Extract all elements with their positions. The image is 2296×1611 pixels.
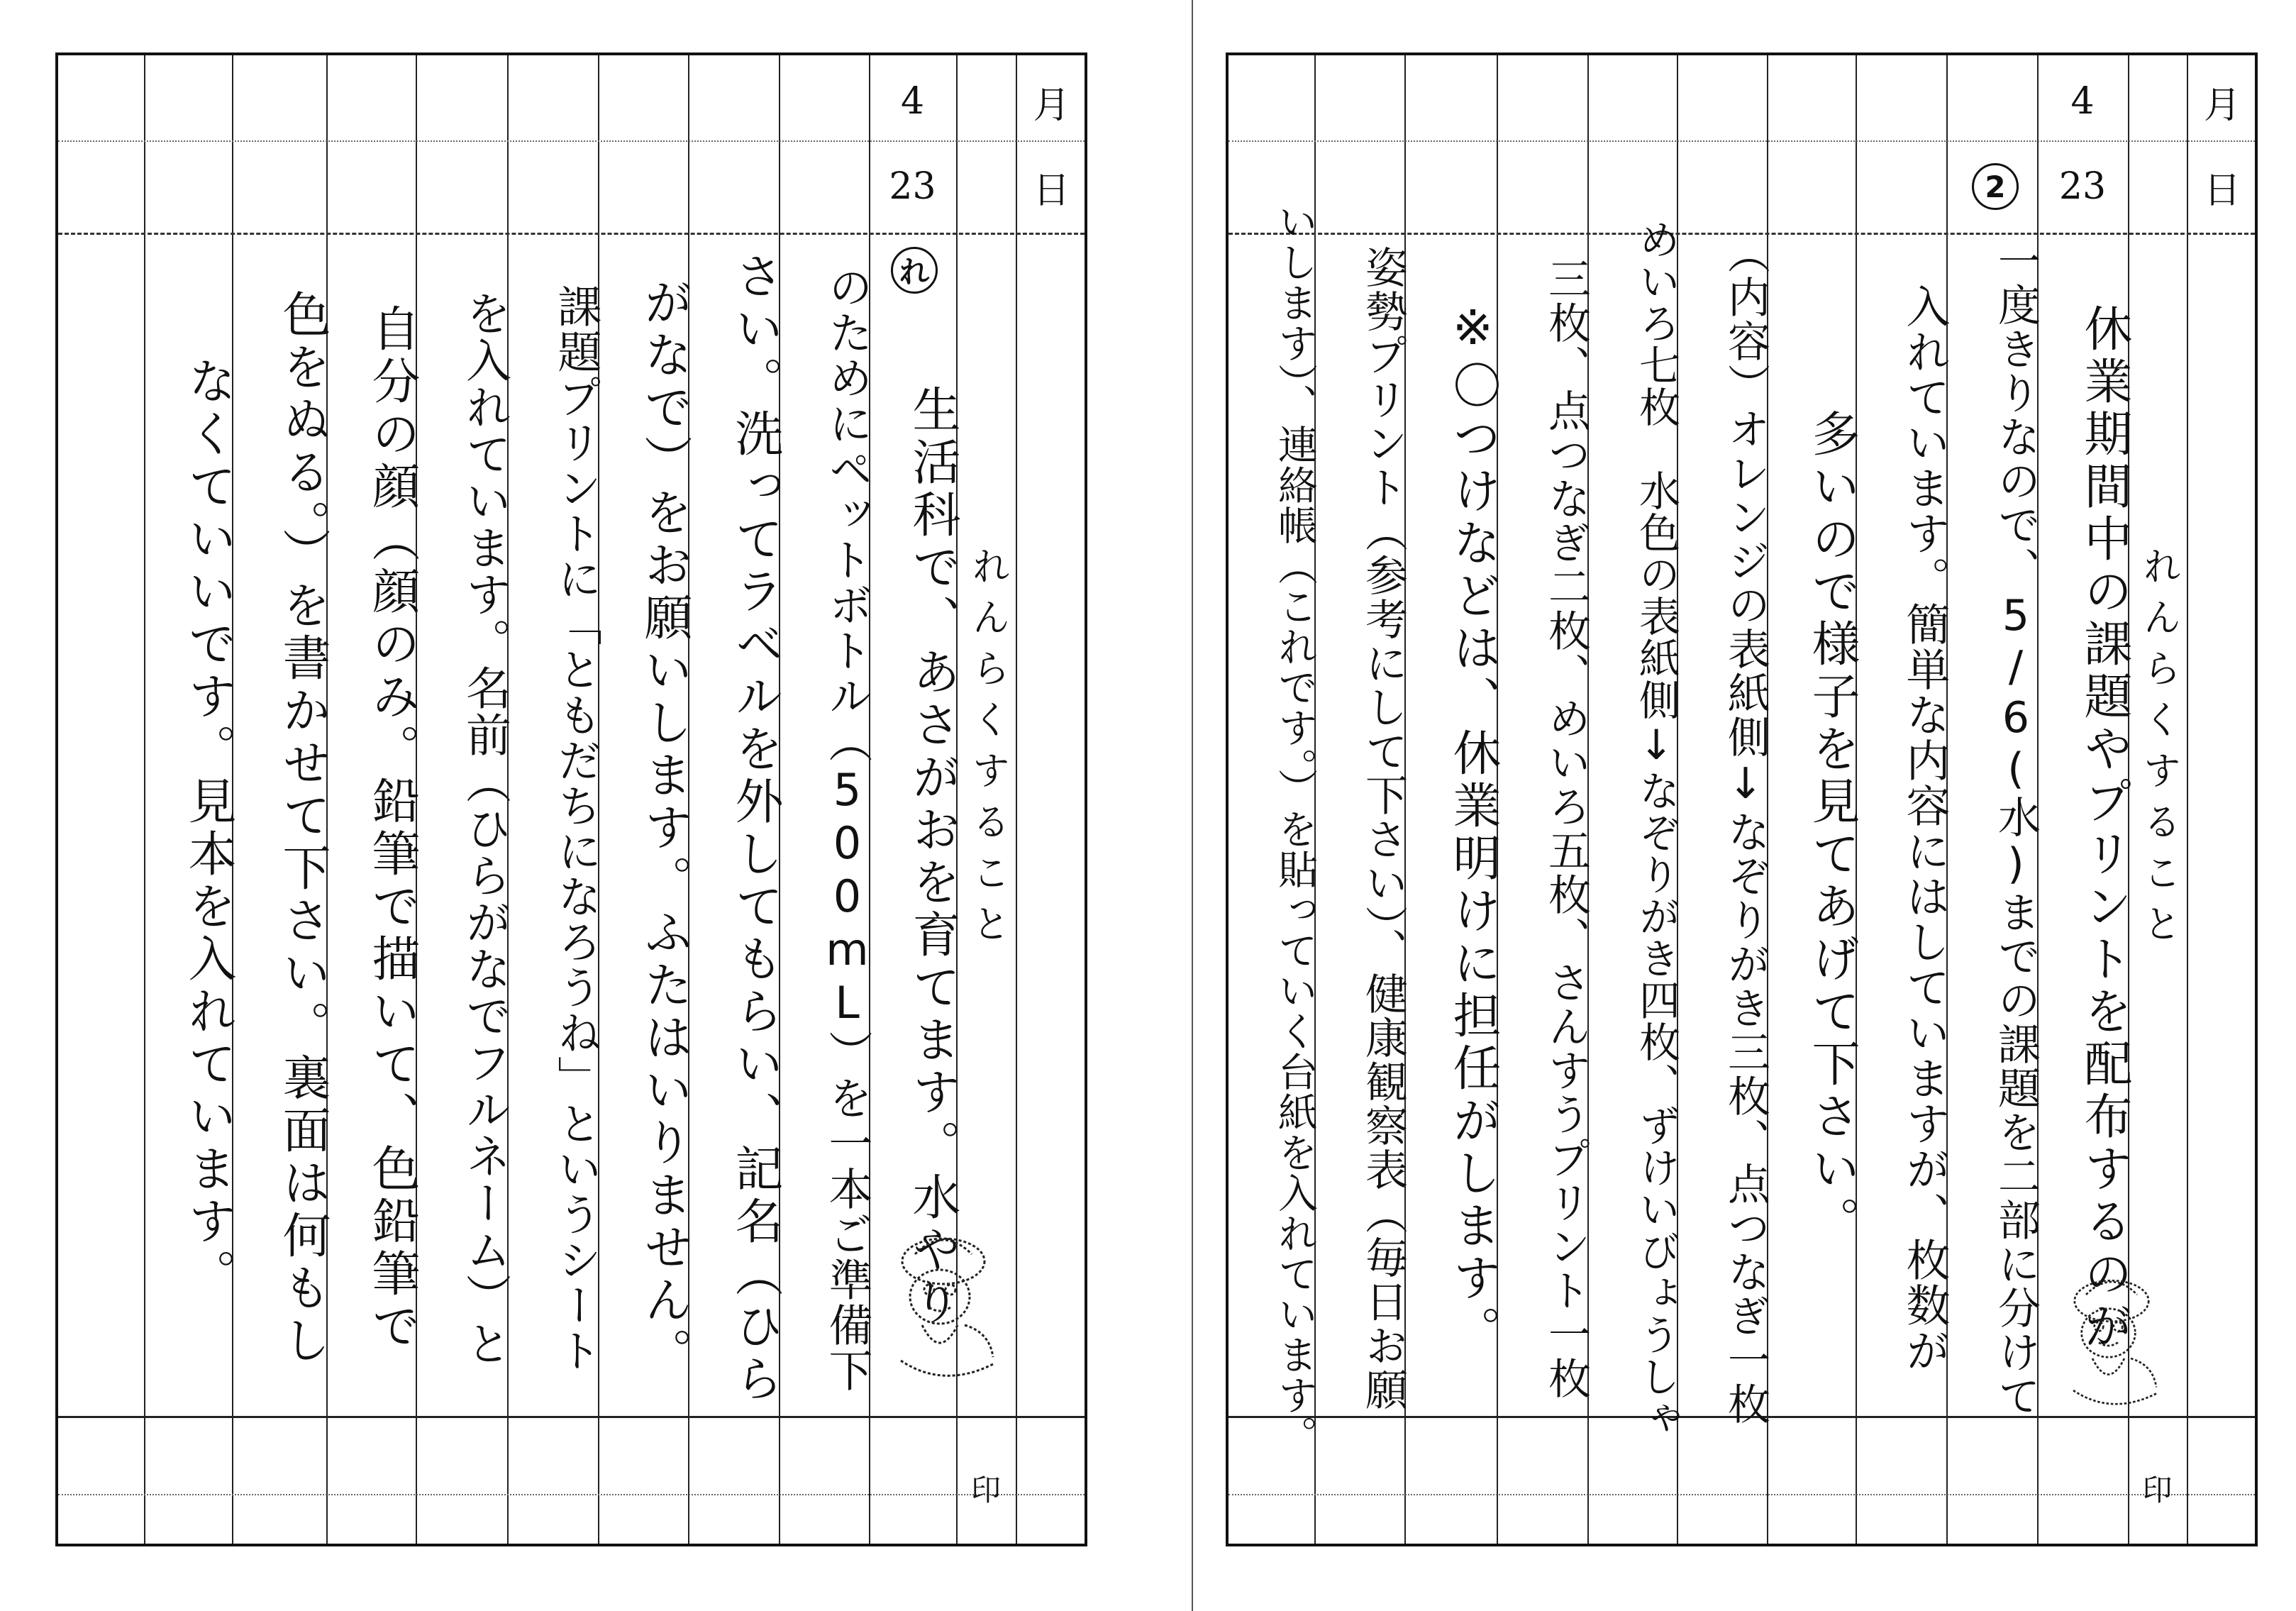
note-line: 一度きりなので、5/6(水)までの課題を二部に分けて <box>1991 239 2041 1418</box>
note-line: 生活科で、あさがおを育てます。水やり <box>904 384 960 1329</box>
note-line: 休業期間中の課題やプリントを配布するのが <box>2076 304 2132 1353</box>
note-line: いします）、連絡帳（これです。）を貼っていく台紙を入れています。 <box>1272 201 1318 1456</box>
notebook-page-left <box>55 52 1087 1546</box>
note-line: 姿勢プリント（参考にして下さい）、健康観察表（毎日お願 <box>1358 245 1408 1412</box>
notebook-page-right <box>1226 52 2258 1546</box>
footer-divider <box>58 1494 1085 1495</box>
note-line: 課題プリントに「ともだちになろうね」というシート <box>550 284 602 1373</box>
note-line: さい。洗ってラベルを外してもらい、記名（ひら <box>727 251 783 1406</box>
month-label: 月 <box>2203 84 2241 127</box>
note-line: ※〇つけなどは、休業明けに担任がします。 <box>1445 299 1501 1358</box>
header-divider <box>58 140 1085 142</box>
seal-label: 印 <box>970 1473 1001 1507</box>
column-rule <box>1016 55 1017 1544</box>
day-value: 23 <box>889 165 936 208</box>
header-divider <box>1229 140 2255 142</box>
note-line: 自分の顔（顔のみ。鉛筆で描いて、色鉛筆で <box>364 304 420 1353</box>
section-title: れんらくすること <box>966 546 1011 955</box>
section-title: れんらくすること <box>2137 546 2182 955</box>
day-label: 日 <box>2203 169 2241 212</box>
note-line: めいろ七枚 水色の表紙側↓なぞりがき四枚、ずけいびょうしゃ <box>1632 218 1680 1439</box>
month-value: 4 <box>2070 80 2095 123</box>
day-label: 日 <box>1033 169 1070 212</box>
header-bottom-rule <box>58 233 1085 235</box>
note-line: 三枚、点つなぎ二枚、めいろ五枚、さんすうプリント一枚 <box>1541 257 1591 1400</box>
note-line: を入れています。名前（ひらがなでフルネーム）と <box>458 290 511 1367</box>
cartoon-character-illustration <box>2048 1261 2175 1417</box>
note-line: （内容）オレンジの表紙側↓なぞりがき三枚、点つなぎ一枚 <box>1721 231 1770 1426</box>
cartoon-character-illustration <box>872 1219 1014 1389</box>
note-line: のためにペットボトル（500mL）を一本ご準備下 <box>821 264 873 1393</box>
day-value: 23 <box>2058 165 2107 208</box>
footer-top-rule <box>58 1416 1085 1418</box>
note-line: なくていいです。見本を入れています。 <box>180 356 236 1301</box>
month-label: 月 <box>1033 84 1070 127</box>
circled-mark: れ <box>891 247 938 294</box>
month-value: 4 <box>900 80 925 123</box>
note-line: がなで）をお願いします。ふたはいりません。 <box>636 277 692 1380</box>
circled-number-mark: 2 <box>1972 163 2019 210</box>
column-rule <box>2187 55 2188 1544</box>
page-spread-seam <box>1192 0 1193 1611</box>
note-line: 色をぬる。）を書かせて下さい。裏面は何もし <box>274 289 331 1368</box>
note-line: 多いので様子を見てあげて下さい。 <box>1804 409 1860 1249</box>
footer-divider <box>1229 1494 2255 1495</box>
seal-label: 印 <box>2142 1473 2173 1507</box>
note-line: 入れています。簡単な内容にはしていますが、枚数が <box>1899 284 1951 1373</box>
